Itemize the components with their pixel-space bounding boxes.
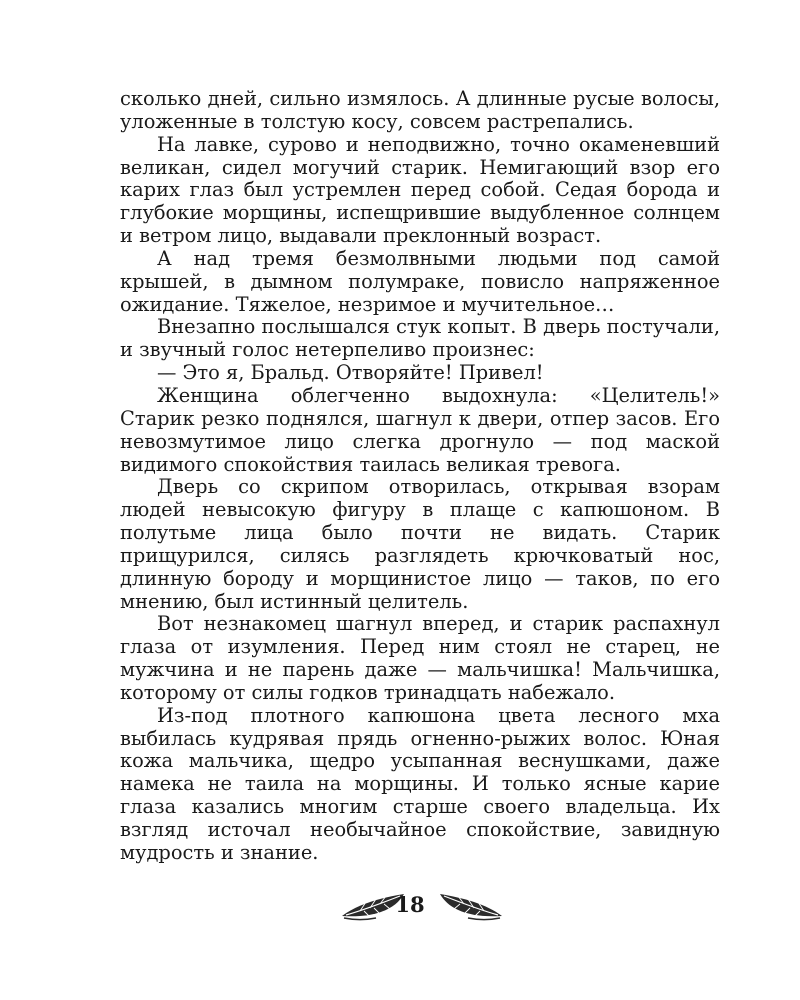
paragraph-5: — Это я, Бральд. Отворяйте! Привел! [157,361,544,385]
paragraph-4: Внезапно послышался стук копыт. В дверь постучали, и звучный голос нетерпеливо произнес: [120,315,720,362]
paragraph-3: А над тремя безмолвными людьми под самой крышей, в дымном полумраке, повисло напряженное ожидание. Тяжелое, незримое и мучительное… [120,246,720,316]
leaf-ornament-icon [438,890,504,922]
page-footer [0,884,800,928]
paragraph-7: Дверь со скрипом отворилась, открывая взорам людей невысокую фигуру в плаще с капюшоном. В полутьме лица было почти не видать. Старик прищурился, силясь разглядеть крючковатый нос, длинную бороду и морщинистое лицо — таков, по его мнению, был истинный целитель. [120,475,720,613]
paragraph-1: сколько дней, сильно измялось. А длинные русые волосы, уложенные в толстую косу, совсем растрепались. [120,87,720,133]
paragraph-8: Вот незнакомец шагнул вперед, и старик распахнул глаза от изумления. Перед ним стоял не старец, не мужчина и не парень даже — мальчишка! Мальчишка, которому от силы годков тринадцать набежало. [120,612,720,704]
paragraph-9: Из-под плотного капюшона цвета лесного мха выбилась кудрявая прядь огненно-рыжих волос. Юная кожа мальчика, щедро усыпанная веснушками, даже намека не таила на морщины. И только ясные карие глаза казались многим старше своего владельца. Их взгляд источал необычайное спокойствие, завидную мудрость и знание. [120,703,720,864]
paragraph-2: На лавке, сурово и неподвижно, точно окаменевший великан, сидел могучий старик. Немигающий взор его карих глаз был устремлен перед собой. Седая борода и глубокие морщины, испещрившие выдубленное солнцем и ветром лицо, выдавали преклонный возраст. [120,132,720,248]
page-body [120,88,720,865]
paragraph-6: Женщина облегченно выдохнула: «Целитель!» Старик резко поднялся, шагнул к двери, отпер засов. Его невозмутимое лицо слегка дрогнуло — под маской видимого спокойствия таилась великая тревога. [120,383,720,476]
page-number: 18 [395,892,425,917]
